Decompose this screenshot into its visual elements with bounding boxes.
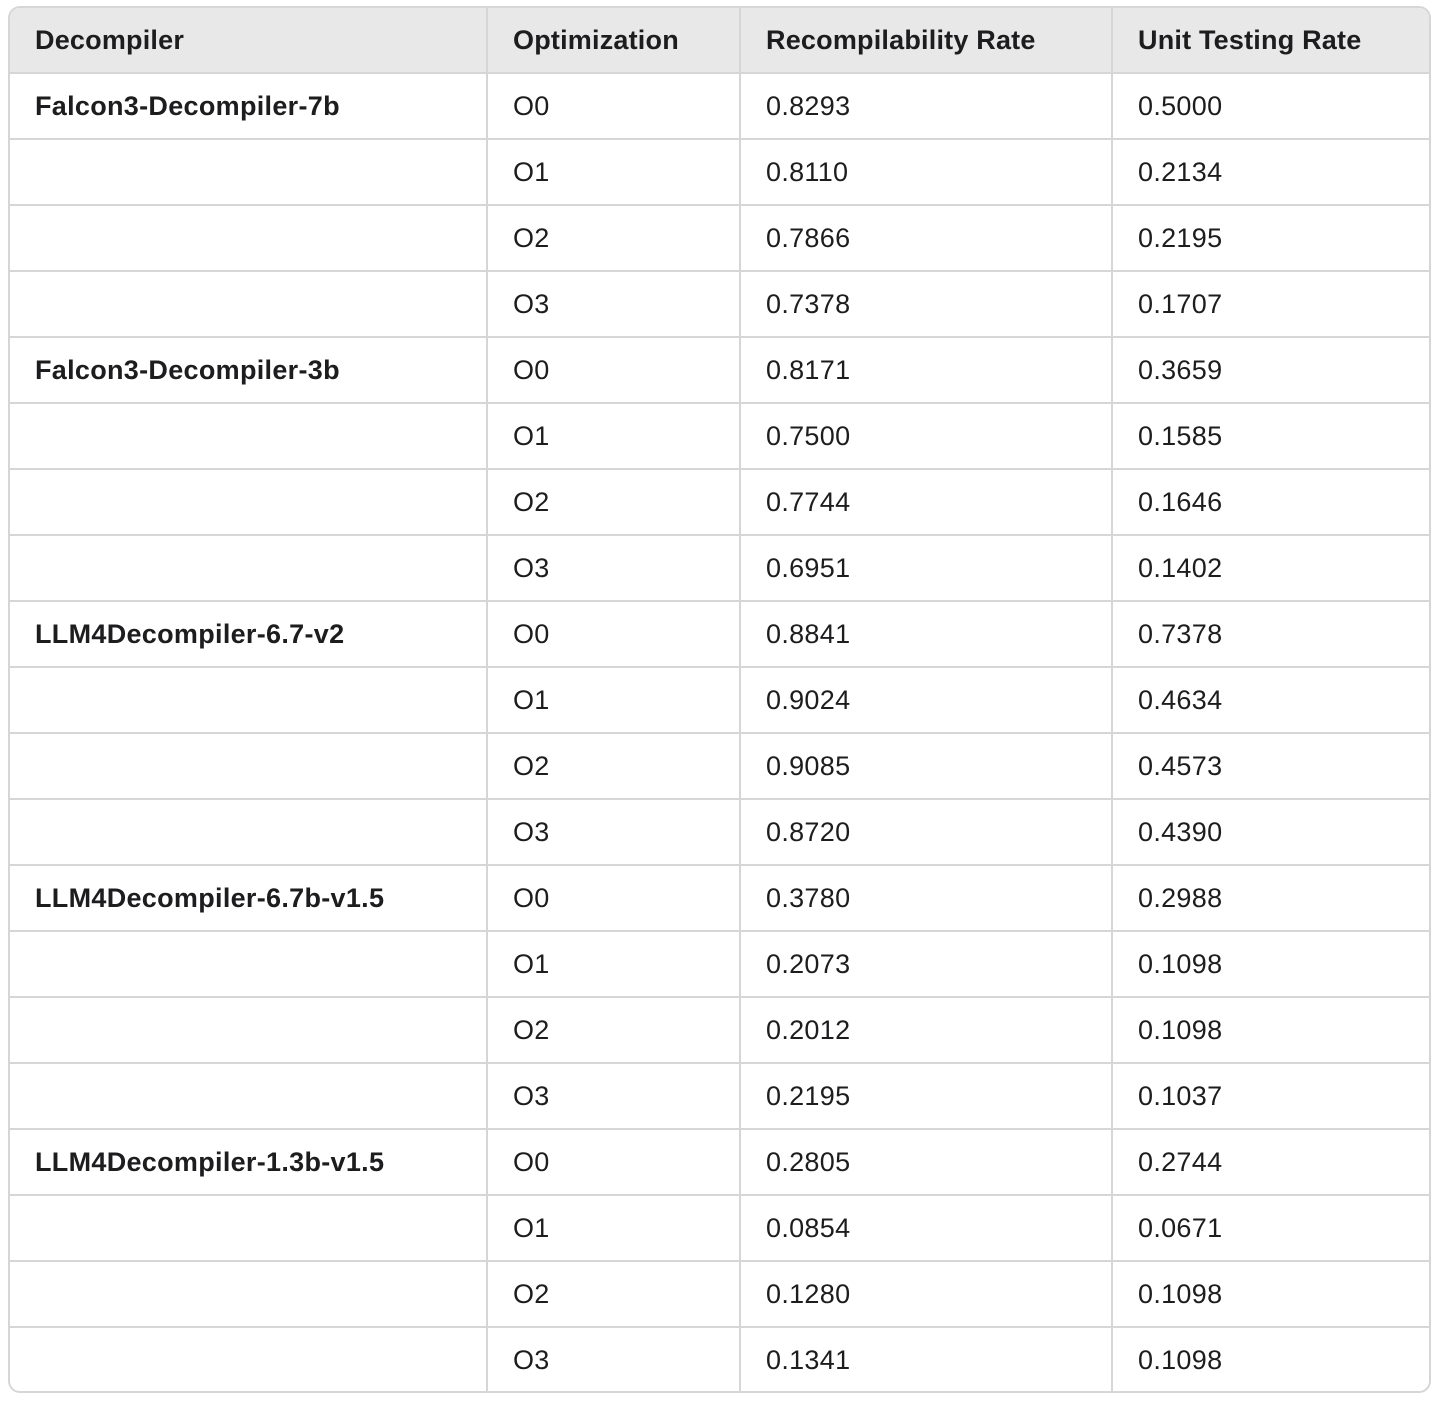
optimization-cell: O1 (487, 667, 740, 733)
unit-testing-rate-cell: 0.2744 (1112, 1129, 1429, 1195)
table-row (10, 337, 1429, 403)
header-unit-testing-rate: Unit Testing Rate (1112, 8, 1429, 73)
optimization-cell: O3 (487, 271, 740, 337)
optimization-cell: O0 (487, 601, 740, 667)
decompiler-cell: Falcon3-Decompiler-3b (10, 337, 487, 403)
unit-testing-rate-cell: 0.1098 (1112, 1261, 1429, 1327)
table-row (10, 997, 1429, 1063)
table-row (10, 799, 1429, 865)
optimization-cell: O3 (487, 535, 740, 601)
table-row (10, 73, 1429, 139)
unit-testing-rate-cell: 0.4573 (1112, 733, 1429, 799)
recompilability-rate-cell: 0.0854 (740, 1195, 1112, 1261)
table-row (10, 1261, 1429, 1327)
decompiler-cell (10, 1195, 487, 1261)
unit-testing-rate-cell: 0.2988 (1112, 865, 1429, 931)
optimization-cell: O0 (487, 337, 740, 403)
recompilability-rate-cell: 0.2195 (740, 1063, 1112, 1129)
decompiler-cell (10, 205, 487, 271)
unit-testing-rate-cell: 0.2195 (1112, 205, 1429, 271)
optimization-cell: O1 (487, 931, 740, 997)
unit-testing-rate-cell: 0.0671 (1112, 1195, 1429, 1261)
decompiler-cell (10, 403, 487, 469)
recompilability-rate-cell: 0.8841 (740, 601, 1112, 667)
optimization-cell: O1 (487, 403, 740, 469)
recompilability-rate-cell: 0.8171 (740, 337, 1112, 403)
table-row (10, 271, 1429, 337)
optimization-cell: O1 (487, 139, 740, 205)
unit-testing-rate-cell: 0.2134 (1112, 139, 1429, 205)
table-row (10, 403, 1429, 469)
recompilability-rate-cell: 0.7378 (740, 271, 1112, 337)
decompiler-cell (10, 535, 487, 601)
recompilability-rate-cell: 0.9085 (740, 733, 1112, 799)
decompiler-cell (10, 799, 487, 865)
table-body (10, 73, 1429, 1393)
unit-testing-rate-cell: 0.1037 (1112, 1063, 1429, 1129)
table-row (10, 205, 1429, 271)
recompilability-rate-cell: 0.3780 (740, 865, 1112, 931)
header-recompilability-rate: Recompilability Rate (740, 8, 1112, 73)
optimization-cell: O3 (487, 1327, 740, 1393)
decompiler-cell (10, 733, 487, 799)
unit-testing-rate-cell: 0.7378 (1112, 601, 1429, 667)
table-header (10, 8, 1429, 73)
recompilability-rate-cell: 0.2805 (740, 1129, 1112, 1195)
unit-testing-rate-cell: 0.1098 (1112, 931, 1429, 997)
recompilability-rate-cell: 0.1341 (740, 1327, 1112, 1393)
decompiler-cell (10, 667, 487, 733)
table-row (10, 667, 1429, 733)
recompilability-rate-cell: 0.8720 (740, 799, 1112, 865)
decompiler-cell: Falcon3-Decompiler-7b (10, 73, 487, 139)
decompiler-cell (10, 1261, 487, 1327)
optimization-cell: O2 (487, 205, 740, 271)
unit-testing-rate-cell: 0.1098 (1112, 997, 1429, 1063)
table-row (10, 1063, 1429, 1129)
table-row (10, 535, 1429, 601)
table-row (10, 1195, 1429, 1261)
decompiler-cell (10, 1327, 487, 1393)
decompiler-cell (10, 1063, 487, 1129)
table-row (10, 931, 1429, 997)
optimization-cell: O3 (487, 799, 740, 865)
optimization-cell: O0 (487, 1129, 740, 1195)
optimization-cell: O0 (487, 865, 740, 931)
decompiler-cell (10, 997, 487, 1063)
decompiler-cell (10, 469, 487, 535)
recompilability-rate-cell: 0.7744 (740, 469, 1112, 535)
unit-testing-rate-cell: 0.1585 (1112, 403, 1429, 469)
unit-testing-rate-cell: 0.3659 (1112, 337, 1429, 403)
optimization-cell: O0 (487, 73, 740, 139)
table-row (10, 733, 1429, 799)
header-row (10, 8, 1429, 73)
optimization-cell: O1 (487, 1195, 740, 1261)
unit-testing-rate-cell: 0.4634 (1112, 667, 1429, 733)
recompilability-rate-cell: 0.7866 (740, 205, 1112, 271)
decompiler-cell: LLM4Decompiler-1.3b-v1.5 (10, 1129, 487, 1195)
results-table (10, 8, 1429, 1393)
table-row (10, 601, 1429, 667)
table-row (10, 865, 1429, 931)
unit-testing-rate-cell: 0.1402 (1112, 535, 1429, 601)
unit-testing-rate-cell: 0.4390 (1112, 799, 1429, 865)
unit-testing-rate-cell: 0.1646 (1112, 469, 1429, 535)
recompilability-rate-cell: 0.8293 (740, 73, 1112, 139)
decompiler-cell: LLM4Decompiler-6.7b-v1.5 (10, 865, 487, 931)
decompiler-cell (10, 139, 487, 205)
recompilability-rate-cell: 0.6951 (740, 535, 1112, 601)
recompilability-rate-cell: 0.1280 (740, 1261, 1112, 1327)
recompilability-rate-cell: 0.9024 (740, 667, 1112, 733)
optimization-cell: O2 (487, 469, 740, 535)
optimization-cell: O2 (487, 1261, 740, 1327)
results-table-container (8, 6, 1431, 1393)
unit-testing-rate-cell: 0.1098 (1138, 1345, 1223, 1375)
recompilability-rate-cell: 0.8110 (740, 139, 1112, 205)
unit-testing-rate-cell: 0.1707 (1112, 271, 1429, 337)
header-decompiler: Decompiler (10, 8, 487, 73)
header-optimization: Optimization (487, 8, 740, 73)
optimization-cell: O2 (487, 733, 740, 799)
decompiler-cell (10, 271, 487, 337)
decompiler-cell: LLM4Decompiler-6.7-v2 (10, 601, 487, 667)
unit-testing-rate-cell: 0.5000 (1112, 73, 1429, 139)
table-row (10, 139, 1429, 205)
recompilability-rate-cell: 0.2073 (740, 931, 1112, 997)
optimization-cell: O2 (487, 997, 740, 1063)
table-row (10, 469, 1429, 535)
optimization-cell: O3 (487, 1063, 740, 1129)
table-row (10, 1327, 1429, 1393)
decompiler-cell (10, 931, 487, 997)
recompilability-rate-cell: 0.7500 (740, 403, 1112, 469)
recompilability-rate-cell: 0.2012 (740, 997, 1112, 1063)
table-row (10, 1129, 1429, 1195)
